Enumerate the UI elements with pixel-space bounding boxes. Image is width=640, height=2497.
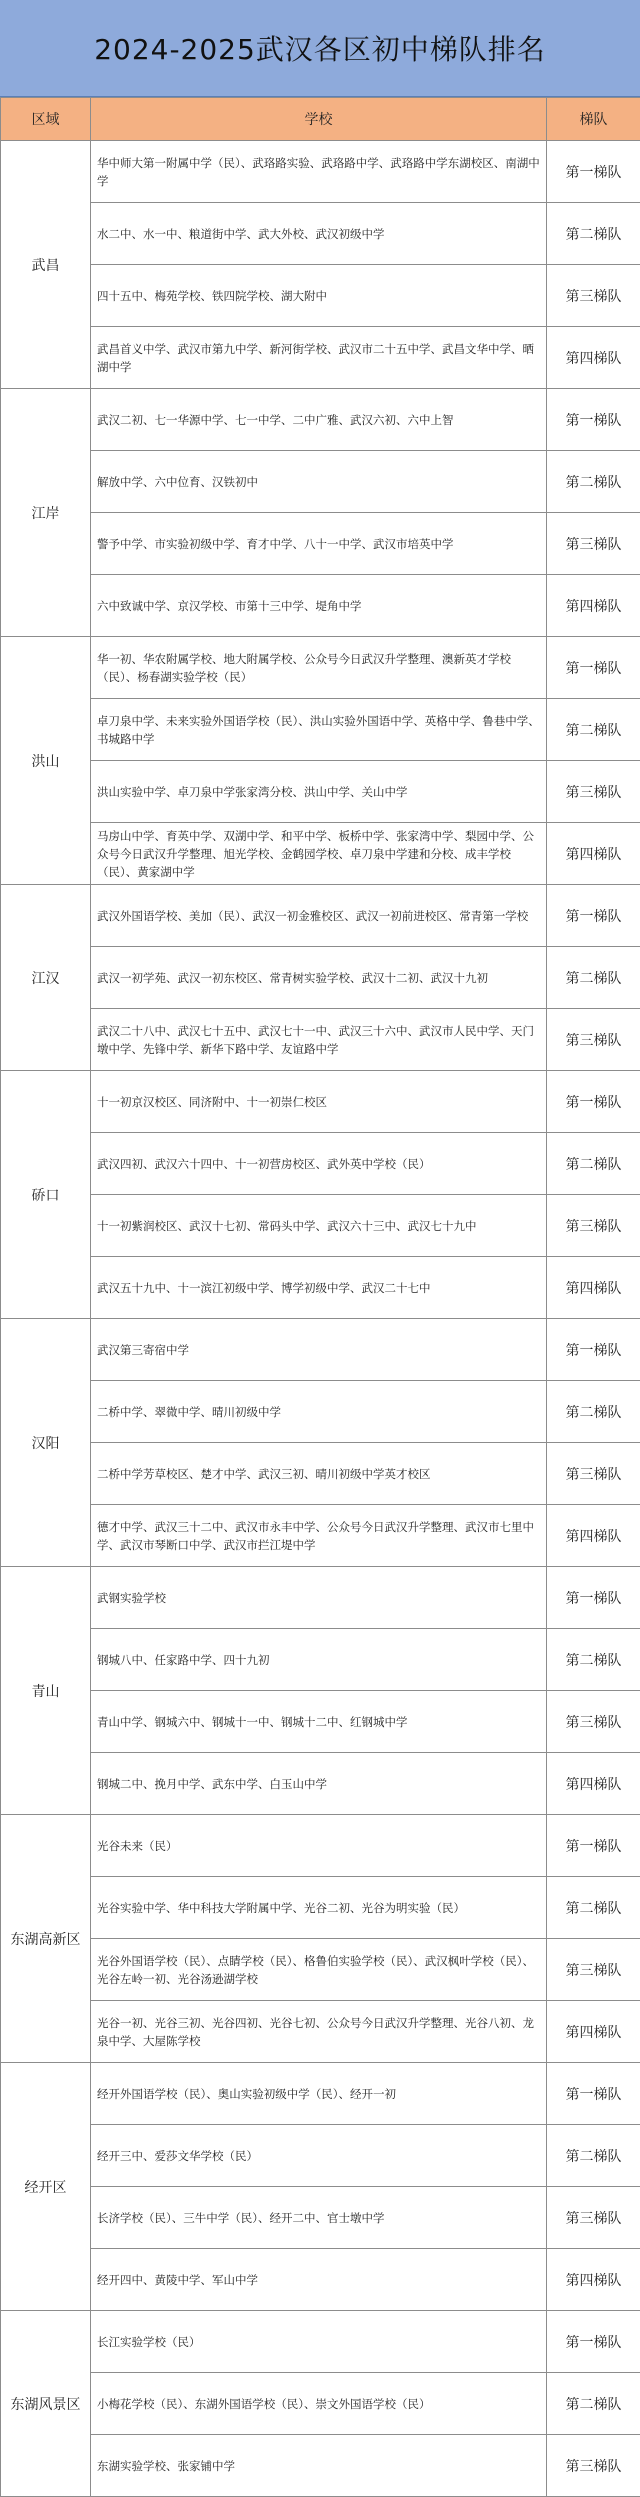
table-row: [1, 1567, 640, 1629]
tier-cell: 第一梯队: [547, 1071, 640, 1133]
table-row: [1, 823, 640, 885]
table-row: [1, 761, 640, 823]
tier-cell: 第三梯队: [547, 1195, 640, 1257]
table-row: [1, 1009, 640, 1071]
table-row: [1, 1319, 640, 1381]
tier-cell: 第一梯队: [547, 2311, 640, 2373]
tier-cell: 第三梯队: [547, 1691, 640, 1753]
tier-cell: 第二梯队: [547, 203, 640, 265]
tier-cell: 第三梯队: [547, 1009, 640, 1071]
tier-cell: 第三梯队: [547, 2435, 640, 2497]
tier-cell: 第三梯队: [547, 265, 640, 327]
tier-cell: 第二梯队: [547, 2373, 640, 2435]
tier-cell: 第四梯队: [547, 1505, 640, 1567]
header-district: 区域: [1, 98, 91, 141]
table-row: [1, 699, 640, 761]
schools-cell: 水二中、水一中、粮道街中学、武大外校、武汉初级中学: [91, 203, 547, 265]
tier-cell: 第四梯队: [547, 2001, 640, 2063]
table-row: [1, 265, 640, 327]
tier-cell: 第四梯队: [547, 327, 640, 389]
district-cell: 经开区: [1, 2063, 91, 2311]
schools-cell: 光谷一初、光谷三初、光谷四初、光谷七初、公众号今日武汉升学整理、光谷八初、龙泉中学、大屋陈学校: [91, 2001, 547, 2063]
table-row: [1, 1381, 640, 1443]
tier-cell: 第二梯队: [547, 1877, 640, 1939]
district-cell: 武昌: [1, 141, 91, 389]
table-row: [1, 575, 640, 637]
table-row: [1, 1629, 640, 1691]
tier-cell: 第三梯队: [547, 761, 640, 823]
tier-cell: 第二梯队: [547, 451, 640, 513]
table-row: [1, 451, 640, 513]
table-header-row: [1, 98, 640, 141]
district-cell: 江汉: [1, 885, 91, 1071]
table-row: [1, 1753, 640, 1815]
page-title: 2024-2025武汉各区初中梯队排名: [0, 0, 640, 97]
tier-cell: 第一梯队: [547, 1815, 640, 1877]
header-tier: 梯队: [547, 98, 640, 141]
tier-cell: 第一梯队: [547, 1567, 640, 1629]
table-row: [1, 2187, 640, 2249]
tier-cell: 第一梯队: [547, 637, 640, 699]
schools-cell: 武汉五十九中、十一滨江初级中学、博学初级中学、武汉二十七中: [91, 1257, 547, 1319]
schools-cell: 解放中学、六中位育、汉铁初中: [91, 451, 547, 513]
schools-cell: 武汉外国语学校、美加（民）、武汉一初金雅校区、武汉一初前进校区、常青第一学校: [91, 885, 547, 947]
tier-cell: 第三梯队: [547, 513, 640, 575]
schools-cell: 卓刀泉中学、未来实验外国语学校（民）、洪山实验外国语中学、英格中学、鲁巷中学、书城路中学: [91, 699, 547, 761]
ranking-table: [0, 97, 640, 2497]
schools-cell: 华中师大第一附属中学（民）、武珞路实验、武珞路中学、武珞路中学东湖校区、南湖中学: [91, 141, 547, 203]
tier-cell: 第二梯队: [547, 1381, 640, 1443]
table-row: [1, 203, 640, 265]
table-row: [1, 327, 640, 389]
table-row: [1, 1257, 640, 1319]
schools-cell: 警予中学、市实验初级中学、育才中学、八十一中学、武汉市培英中学: [91, 513, 547, 575]
table-row: [1, 1505, 640, 1567]
district-cell: 东湖风景区: [1, 2311, 91, 2497]
table-row: [1, 1133, 640, 1195]
schools-cell: 二桥中学芳草校区、楚才中学、武汉三初、晴川初级中学英才校区: [91, 1443, 547, 1505]
schools-cell: 六中致诚中学、京汉学校、市第十三中学、堤角中学: [91, 575, 547, 637]
schools-cell: 四十五中、梅苑学校、铁四院学校、湖大附中: [91, 265, 547, 327]
schools-cell: 武钢实验学校: [91, 1567, 547, 1629]
table-row: [1, 637, 640, 699]
schools-cell: 武汉二初、七一华源中学、七一中学、二中广雅、武汉六初、六中上智: [91, 389, 547, 451]
tier-cell: 第三梯队: [547, 1939, 640, 2001]
table-row: [1, 2373, 640, 2435]
tier-cell: 第四梯队: [547, 1753, 640, 1815]
table-row: [1, 1691, 640, 1753]
tier-cell: 第四梯队: [547, 575, 640, 637]
table-row: [1, 389, 640, 451]
schools-cell: 武汉四初、武汉六十四中、十一初营房校区、武外英中学校（民）: [91, 1133, 547, 1195]
schools-cell: 武汉第三寄宿中学: [91, 1319, 547, 1381]
schools-cell: 小梅花学校（民）、东湖外国语学校（民）、崇文外国语学校（民）: [91, 2373, 547, 2435]
district-cell: 洪山: [1, 637, 91, 885]
table-row: [1, 947, 640, 1009]
tier-cell: 第一梯队: [547, 141, 640, 203]
schools-cell: 十一初京汉校区、同济附中、十一初崇仁校区: [91, 1071, 547, 1133]
tier-cell: 第一梯队: [547, 2063, 640, 2125]
schools-cell: 武汉二十八中、武汉七十五中、武汉七十一中、武汉三十六中、武汉市人民中学、天门墩中学、先锋中学、新华下路中学、友谊路中学: [91, 1009, 547, 1071]
table-body: [1, 141, 640, 2497]
tier-cell: 第三梯队: [547, 2187, 640, 2249]
table-row: [1, 1443, 640, 1505]
table-row: [1, 1195, 640, 1257]
district-cell: 汉阳: [1, 1319, 91, 1567]
schools-cell: 经开外国语学校（民）、奥山实验初级中学（民）、经开一初: [91, 2063, 547, 2125]
table-row: [1, 141, 640, 203]
table-row: [1, 2311, 640, 2373]
schools-cell: 华一初、华农附属学校、地大附属学校、公众号今日武汉升学整理、澳新英才学校（民）、杨春湖实验学校（民）: [91, 637, 547, 699]
schools-cell: 武汉一初学苑、武汉一初东校区、常青树实验学校、武汉十二初、武汉十九初: [91, 947, 547, 1009]
table-row: [1, 1071, 640, 1133]
district-cell: 青山: [1, 1567, 91, 1815]
district-cell: 江岸: [1, 389, 91, 637]
schools-cell: 长江实验学校（民）: [91, 2311, 547, 2373]
tier-cell: 第二梯队: [547, 1629, 640, 1691]
tier-cell: 第四梯队: [547, 2249, 640, 2311]
schools-cell: 经开三中、爱莎文华学校（民）: [91, 2125, 547, 2187]
tier-cell: 第二梯队: [547, 2125, 640, 2187]
table-row: [1, 2125, 640, 2187]
tier-cell: 第三梯队: [547, 1443, 640, 1505]
schools-cell: 钢城二中、挽月中学、武东中学、白玉山中学: [91, 1753, 547, 1815]
schools-cell: 长济学校（民）、三牛中学（民）、经开二中、官士墩中学: [91, 2187, 547, 2249]
table-row: [1, 2249, 640, 2311]
schools-cell: 光谷未来（民）: [91, 1815, 547, 1877]
table-row: [1, 2063, 640, 2125]
schools-cell: 德才中学、武汉三十二中、武汉市永丰中学、公众号今日武汉升学整理、武汉市七里中学、武汉市琴断口中学、武汉市拦江堤中学: [91, 1505, 547, 1567]
table-row: [1, 885, 640, 947]
header-school: 学校: [91, 98, 547, 141]
schools-cell: 青山中学、钢城六中、钢城十一中、钢城十二中、红钢城中学: [91, 1691, 547, 1753]
schools-cell: 洪山实验中学、卓刀泉中学张家湾分校、洪山中学、关山中学: [91, 761, 547, 823]
tier-cell: 第二梯队: [547, 1133, 640, 1195]
schools-cell: 马房山中学、育英中学、双湖中学、和平中学、板桥中学、张家湾中学、梨园中学、公众号今日武汉升学整理、旭光学校、金鹤园学校、卓刀泉中学建和分校、成丰学校（民）、黄家湖中学: [91, 823, 547, 885]
schools-cell: 经开四中、黄陵中学、军山中学: [91, 2249, 547, 2311]
schools-cell: 十一初紫润校区、武汉十七初、常码头中学、武汉六十三中、武汉七十九中: [91, 1195, 547, 1257]
tier-cell: 第一梯队: [547, 389, 640, 451]
schools-cell: 光谷外国语学校（民）、点睛学校（民）、格鲁伯实验学校（民）、武汉枫叶学校（民）、光谷左岭一初、光谷汤逊湖学校: [91, 1939, 547, 2001]
schools-cell: 二桥中学、翠微中学、晴川初级中学: [91, 1381, 547, 1443]
schools-cell: 光谷实验中学、华中科技大学附属中学、光谷二初、光谷为明实验（民）: [91, 1877, 547, 1939]
table-row: [1, 2435, 640, 2497]
schools-cell: 武昌首义中学、武汉市第九中学、新河街学校、武汉市二十五中学、武昌文华中学、晒湖中学: [91, 327, 547, 389]
district-cell: 东湖高新区: [1, 1815, 91, 2063]
schools-cell: 东湖实验学校、张家铺中学: [91, 2435, 547, 2497]
tier-cell: 第二梯队: [547, 699, 640, 761]
table-row: [1, 513, 640, 575]
district-cell: 硚口: [1, 1071, 91, 1319]
table-row: [1, 2001, 640, 2063]
tier-cell: 第一梯队: [547, 885, 640, 947]
tier-cell: 第四梯队: [547, 1257, 640, 1319]
tier-cell: 第四梯队: [547, 823, 640, 885]
tier-cell: 第二梯队: [547, 947, 640, 1009]
schools-cell: 钢城八中、任家路中学、四十九初: [91, 1629, 547, 1691]
tier-cell: 第一梯队: [547, 1319, 640, 1381]
table-row: [1, 1815, 640, 1877]
table-row: [1, 1877, 640, 1939]
table-row: [1, 1939, 640, 2001]
